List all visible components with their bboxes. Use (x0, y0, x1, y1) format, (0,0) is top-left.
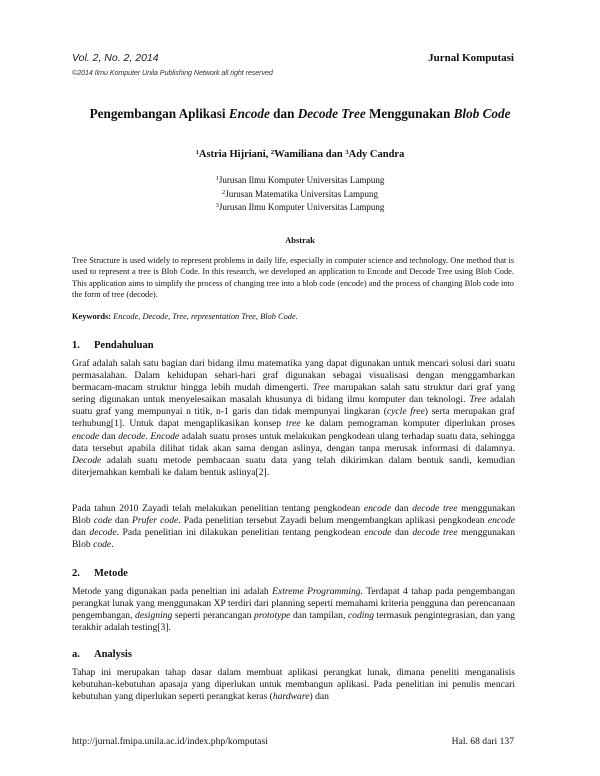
paragraph-metode: Metode yang digunakan pada peneltian ini adalah Extreme Programming. Terdapat 4 tahap pada pengembangan perangkat lunak yang menggunakan XP terdiri dari planning seperti memahami kriteria pengguna dan perencanaan pengembangan, designing seperti perancangan prototype dan tampilan, coding termasuk pengintegrasian, dan yang terakhir adalah testing[3]. (72, 586, 515, 634)
paragraph-analysis: Tahap ini merupakan tahap dasar dalam membuat aplikasi perangkat lunak, dimana peneliti menganalisis kebutuhan-kebutuhan apasaja yang diperlukan untuk membangun aplikasi. Pada penelitian ini penulis mencari kebutuhan yang diperlukan seperti perangkat keras (hardware) dan (72, 667, 515, 703)
affiliation-item: $^1$Jurusan Ilmu Komputer Universitas Lampung (215, 175, 385, 185)
footer-url: http://jurnal.fmipa.unila.ac.id/index.php/komputasi (72, 736, 268, 747)
section-heading-pendahuluan: 1. Pendahuluan (72, 340, 154, 351)
journal-volume: Vol. 2, No. 2, 2014 (72, 52, 159, 64)
paper-title: Pengembangan Aplikasi Encode dan Decode Tree Menggunakan Blob Code (89, 106, 511, 121)
abstract-text: Tree Structure is used widely to represent problems in daily life, especially in computer science and technology. One method that is used to represent a tree is Blob Code. In this research, we developed an application to Encode and Decode Tree using Blob Code. This application aims to simplify the process of changing tree into a blob code (encode) and the process of changing Blob code into the form of tree (decode). (72, 256, 514, 299)
author-list: $^1$Astria Hijriani, $^2$Wamiliana dan $^3$Ady Candra (195, 149, 405, 160)
paragraph-pendahuluan-1: Graf adalah salah satu bagian dari bidang ilmu matematika yang dapat digunakan untuk mencari solusi dari suatu permasalahan. Dalam kehidupan sehari-hari graf digunakan sebagai visualisasi dengan menggambarkan bermacam-macam struktur hingga lebih mudah dimengerti. Tree marupakan salah satu struktur dari graf yang sering digunakan untuk menyelesaikan masalah khusunya di bidang ilmu komputer dan teknologi. Tree adalah suatu graf yang mempunyai n titik, n-1 garis dan tidak mempunyai lingkaran (cycle free) serta merupakan graf terhubung[1]. Untuk dapat mengaplikasikan konsep tree ke dalam pemograman komputer diperlukan proses encode dan decode. Encode adalah suatu proses untuk melakukan pengkodean ulang terhadap suatu data, sehingga data tersebut apabila dilihat tidak akan sama dengan aslinya, dengan tanpa merusak informasi di dalamnya. Decode adalah suatu metode pembacaan suatu data yang telah dikirimkan dalam bentuk sandi, kemudian diterjemahkan kembali ke dalam bentuk aslinya[2]. (72, 358, 516, 478)
abstract-heading: Abstrak (285, 235, 315, 245)
affiliation-list (60, 173, 540, 214)
keywords-line: Keywords: Encode, Decode, Tree, representation Tree, Blob Code. (72, 312, 298, 321)
section-heading-metode: 2. Metode (72, 568, 128, 579)
affiliation-item: $^2$Jurusan Matematika Universitas Lampung (222, 188, 378, 199)
footer-page-number: Hal. 68 dari 137 (451, 736, 514, 747)
journal-name: Jurnal Komputasi (428, 52, 514, 64)
paragraph-pendahuluan-2: Pada tahun 2010 Zayadi telah melakukan penelitian tentang pengkodean encode dan decode tree menggunakan Blob code dan Prufer code. Pada penelitian tersebut Zayadi belum mengembangkan aplikasi pengkodean encode dan decode. Pada penelitian ini dilakukan penelitian tentang pengkodean encode dan decode tree menggunakan Blob code. (72, 503, 516, 551)
copyright-notice: ©2014 Ilmu Komputer Unila Publishing Network all right reserved (72, 68, 273, 77)
section-heading-analysis: a. Analysis (72, 649, 132, 660)
affiliation-item: $^3$Jurusan Ilmu Komputer Universitas Lampung (215, 202, 385, 212)
